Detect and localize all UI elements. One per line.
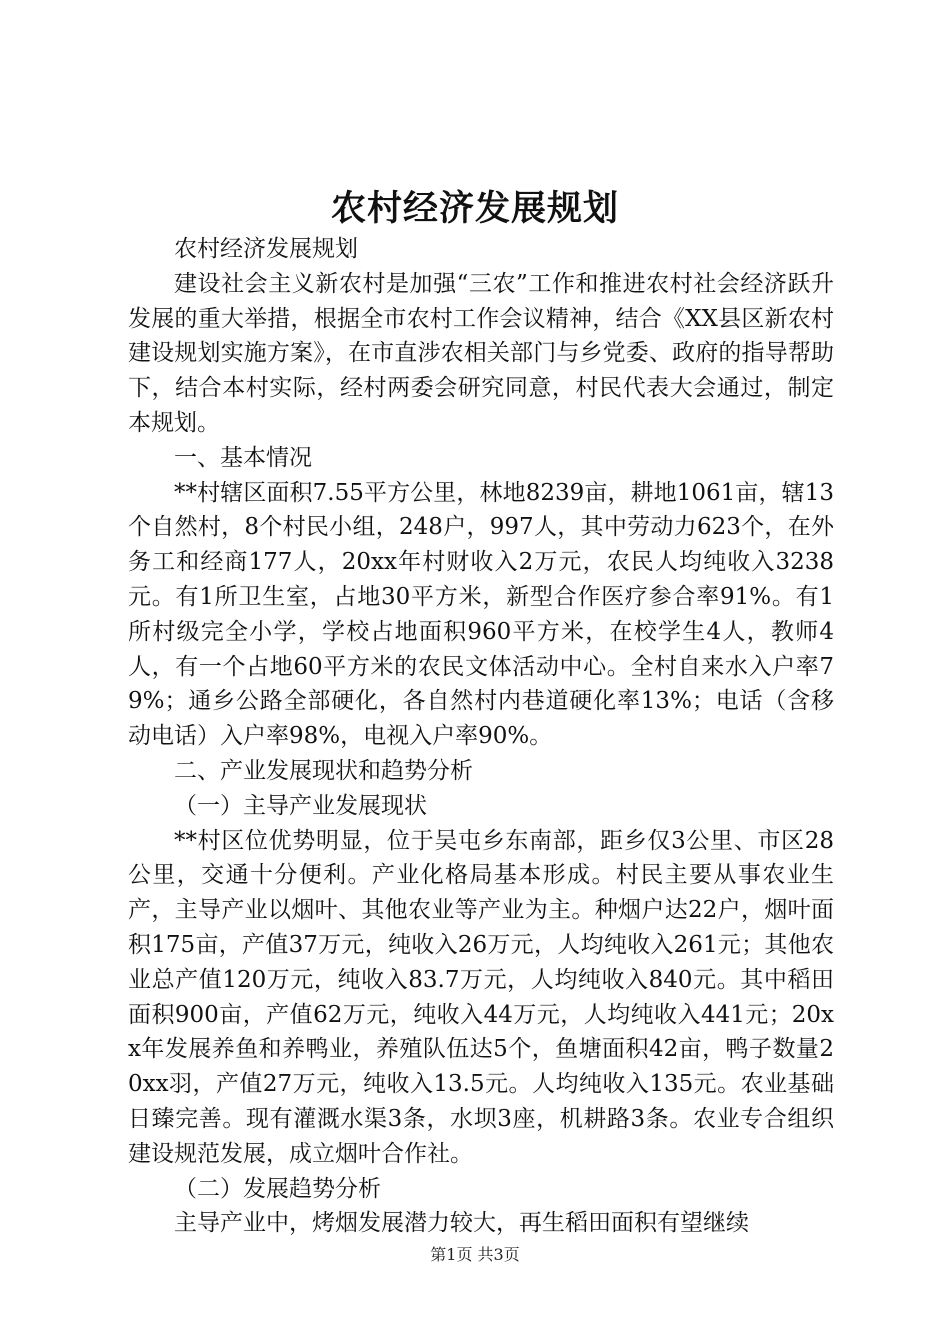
paragraph-intro: 建设社会主义新农村是加强“三农”工作和推进农村社会经济跃升发展的重大举措，根据全市农村工作会议精神，结合《XX县区新农村建设规划实施方案》，在市直涉农相关部门与乡党委、政府的指导帮助下，结合本村实际，经村两委会研究同意，村民代表大会通过，制定本规划。 — [128, 270, 834, 436]
paragraph-subtitle: 农村经济发展规划 — [174, 236, 358, 262]
paragraph-trend: 主导产业中，烤烟发展潜力较大，再生稻田面积有望继续 — [174, 1210, 749, 1237]
paragraph-industry-current: **村区位优势明显，位于吴屯乡东南部，距乡仅3公里、市区28公里，交通十分便利。产业化格局基本形成。村民主要从事农业生产，主导产业以烟叶、其他农业等产业为主。种烟户达22户，烟叶面积175亩，产值37万元，纯收入26万元，人均纯收入261元；其他农业总产值120万元，纯收入83.7万元，人均纯收入840元。其中稻田面积900亩，产值62万元，纯收入44万元，人均纯收入441元；20xx年发展养鱼和养鸭业，养殖队伍达5个，鱼塘面积42亩，鸭子数量20xx羽，产值27万元，纯收入13.5元。人均纯收入135元。农业基础日臻完善。现有灌溉水渠3条，水坝3座，机耕路3条。农业专合组织建设规范发展，成立烟叶合作社。 — [128, 827, 834, 1167]
subsection-heading-current: （一）主导产业发展现状 — [174, 792, 427, 819]
document-title: 农村经济发展规划 — [330, 188, 619, 229]
page-footer: 第1页 共3页 — [430, 1245, 520, 1264]
subsection-heading-trend: （二）发展趋势分析 — [174, 1175, 381, 1202]
paragraph-basic-info: **村辖区面积7.55平方公里，林地8239亩，耕地1061亩，辖13个自然村，8个村民小组，248户，997人，其中劳动力623个，在外务工和经商177人，20xx年村财收入2万元，农民人均纯收入3238元。有1所卫生室，占地30平方米，新型合作医疗参合率91%。有1所村级完全小学，学校占地面积960平方米，在校学生4人，教师4人，有一个占地60平方米的农民文体活动中心。全村自来水入户率79%；通乡公路全部硬化，各自然村内巷道硬化率13%；电话（含移动电话）入户率98%，电视入户率90%。 — [128, 479, 834, 750]
section-heading-industry: 二、产业发展现状和趋势分析 — [174, 757, 473, 784]
section-heading-basic-info: 一、基本情况 — [174, 444, 312, 471]
document-body — [128, 232, 834, 1241]
